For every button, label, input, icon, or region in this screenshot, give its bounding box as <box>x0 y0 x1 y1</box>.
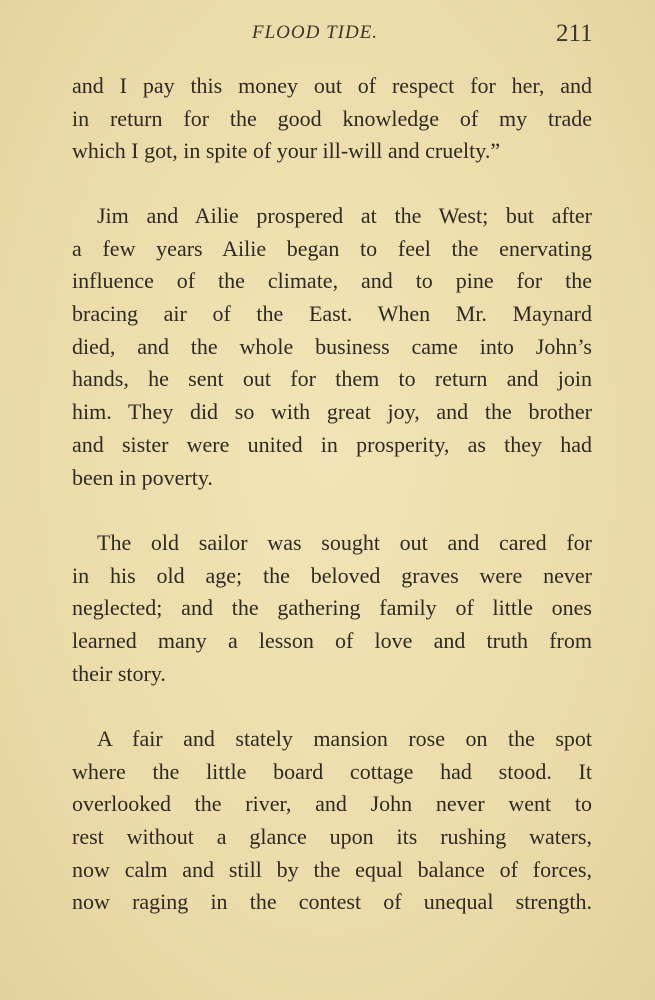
page-number: 211 <box>556 20 593 47</box>
text-line: now calm and still by the equal balance of forces, <box>72 856 592 882</box>
text-line: him. They did so with great joy, and the brother <box>72 399 592 425</box>
running-head <box>0 20 655 50</box>
text-line: and sister were united in prosperity, as they had <box>72 431 592 457</box>
text-line: now raging in the contest of unequal strength. <box>72 889 592 915</box>
text-line: hands, he sent out for them to return and join <box>72 366 592 392</box>
text-line: A fair and stately mansion rose on the spot <box>97 726 592 751</box>
text-line: in his old age; the beloved graves were never <box>72 562 592 588</box>
paragraph-4 <box>72 723 592 919</box>
paragraph-2 <box>72 200 592 494</box>
text-line: neglected; and the gathering family of little ones <box>72 595 592 621</box>
text-line: learned many a lesson of love and truth from <box>72 628 592 654</box>
paragraph-3 <box>72 527 592 690</box>
running-title: FLOOD TIDE. <box>252 22 379 43</box>
text-line: Jim and Ailie prospered at the West; but after <box>97 203 592 228</box>
text-line: been in poverty. <box>72 464 213 490</box>
text-line: which I got, in spite of your ill-will and cruelty.” <box>72 138 501 164</box>
text-line: died, and the whole business came into John’s <box>72 333 592 359</box>
text-line: where the little board cottage had stood. It <box>72 758 592 784</box>
text-line: bracing air of the East. When Mr. Maynard <box>72 301 592 327</box>
paragraph-1 <box>72 70 592 168</box>
text-line: and I pay this money out of respect for her, and <box>72 73 592 98</box>
text-line: overlooked the river, and John never went to <box>72 791 592 817</box>
text-line: their story. <box>72 660 166 686</box>
text-line: in return for the good knowledge of my trade <box>72 105 592 131</box>
text-line: The old sailor was sought out and cared for <box>97 530 592 555</box>
text-line: influence of the climate, and to pine for the <box>72 268 592 294</box>
text-line: rest without a glance upon its rushing waters, <box>72 824 592 850</box>
text-line: a few years Ailie began to feel the enervating <box>72 235 592 261</box>
